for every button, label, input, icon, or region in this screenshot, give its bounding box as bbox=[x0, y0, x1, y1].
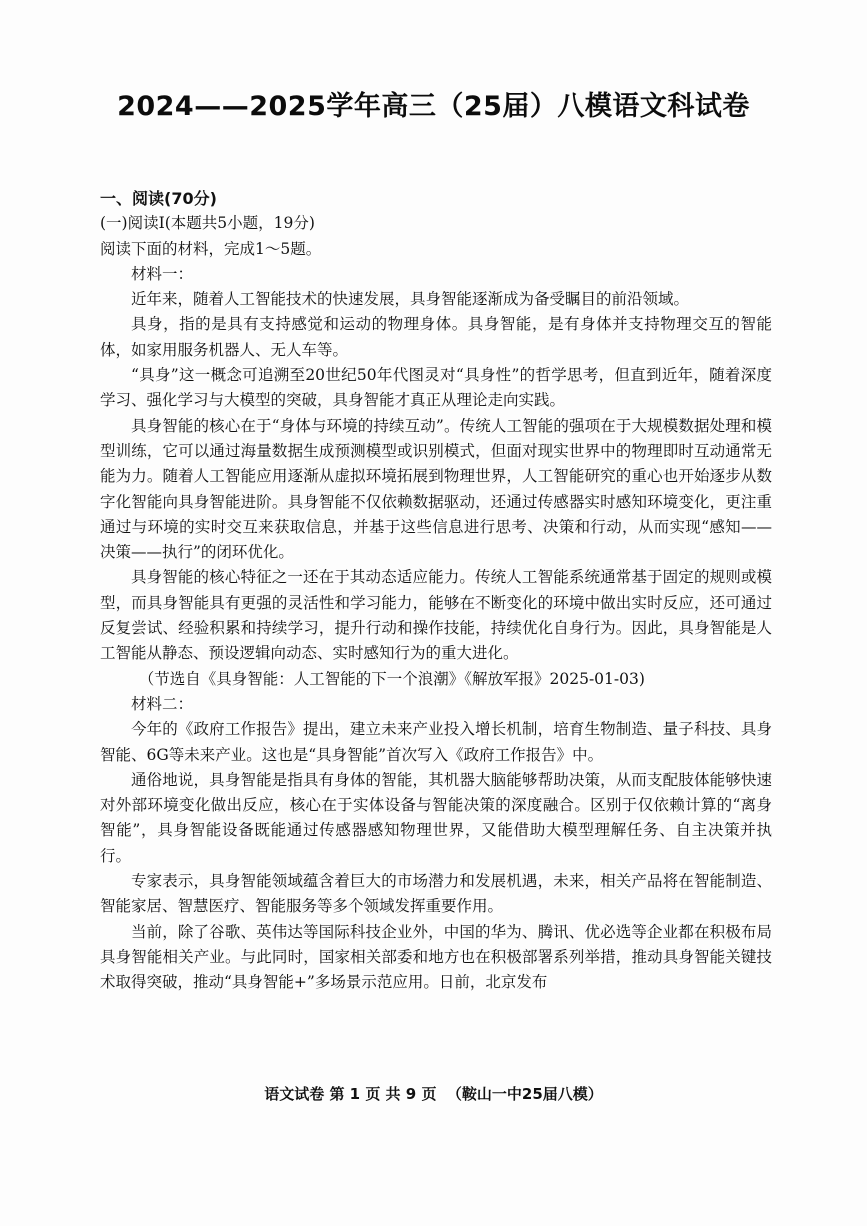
material-one-source: （节选自《具身智能：人工智能的下一个浪潮》《解放军报》2025-01-03) bbox=[138, 669, 645, 688]
instruction-text: 阅读下面的材料，完成1～5题。 bbox=[100, 239, 322, 258]
subsection-heading: (一)阅读Ⅰ(本题共5小题，19分) bbox=[100, 214, 315, 233]
material-one-paragraph: 近年来，随着人工智能技术的快速发展，具身智能逐渐成为备受瞩目的前沿领域。 bbox=[131, 290, 690, 309]
reading-section bbox=[100, 186, 772, 996]
material-one-label: 材料一： bbox=[131, 264, 194, 283]
material-one-paragraph: 具身智能的核心在于“身体与环境的持续互动”。传统人工智能的强项在于大规模数据处理和模型训练，它可以通过海量数据生成预测模型或识别模式，但面对现实世界中的物理即时互动通常无能为力。随着人工智能应用逐渐从虚拟环境拓展到物理世界，人工智能研究的重心也开始逐步从数字化智能向具身智能进阶。具身智能不仅依赖数据驱动，还通过传感器实时感知环境变化，更注重通过与环境的实时交互来获取信息，并基于这些信息进行思考、决策和行动，从而实现“感知——决策——执行”的闭环优化。 bbox=[100, 416, 772, 562]
material-two-paragraph: 当前，除了谷歌、英伟达等国际科技企业外，中国的华为、腾讯、优必选等企业都在积极布局具身智能相关产业。与此同时，国家相关部委和地方也在积极部署系列举措，推动具身智能关键技术取得突破，推动“具身智能+”多场景示范应用。日前，北京发布 bbox=[100, 922, 772, 992]
material-one-paragraph: “具身”这一概念可追溯至20世纪50年代图灵对“具身性”的哲学思考，但直到近年，随着深度学习、强化学习与大模型的突破，具身智能才真正从理论走向实践。 bbox=[100, 366, 772, 410]
material-two-paragraph: 今年的《政府工作报告》提出，建立未来产业投入增长机制，培育生物制造、量子科技、具身智能、6G等未来产业。这也是“具身智能”首次写入《政府工作报告》中。 bbox=[100, 720, 772, 764]
section-heading: 一、阅读(70分) bbox=[100, 189, 217, 208]
material-two-label: 材料二： bbox=[131, 694, 194, 713]
material-two-paragraph: 通俗地说，具身智能是指具有身体的智能，其机器大脑能够帮助决策，从而支配肢体能够快速对外部环境变化做出反应，核心在于实体设备与智能决策的深度融合。区别于仅依赖计算的“离身智能”，具身智能设备既能通过传感器感知物理世界，又能借助大模型理解任务、自主决策并执行。 bbox=[100, 770, 772, 865]
exam-title: 2024——2025学年高三（25届）八模语文科试卷 bbox=[117, 91, 750, 122]
page-footer: 语文试卷 第 1 页 共 9 页 （鞍山一中25届八模） bbox=[264, 1085, 603, 1103]
material-two-paragraph: 专家表示，具身智能领域蕴含着巨大的市场潜力和发展机遇，未来，相关产品将在智能制造、智能家居、智慧医疗、智能服务等多个领域发挥重要作用。 bbox=[100, 872, 772, 916]
material-one-paragraph: 具身，指的是具有支持感觉和运动的物理身体。具身智能，是有身体并支持物理交互的智能体，如家用服务机器人、无人车等。 bbox=[100, 315, 772, 359]
material-one-paragraph: 具身智能的核心特征之一还在于其动态适应能力。传统人工智能系统通常基于固定的规则或模型，而具身智能具有更强的灵活性和学习能力，能够在不断变化的环境中做出实时反应，还可通过反复尝试、经验积累和持续学习，提升行动和操作技能，持续优化自身行为。因此，具身智能是人工智能从静态、预设逻辑向动态、实时感知行为的重大进化。 bbox=[100, 568, 772, 663]
